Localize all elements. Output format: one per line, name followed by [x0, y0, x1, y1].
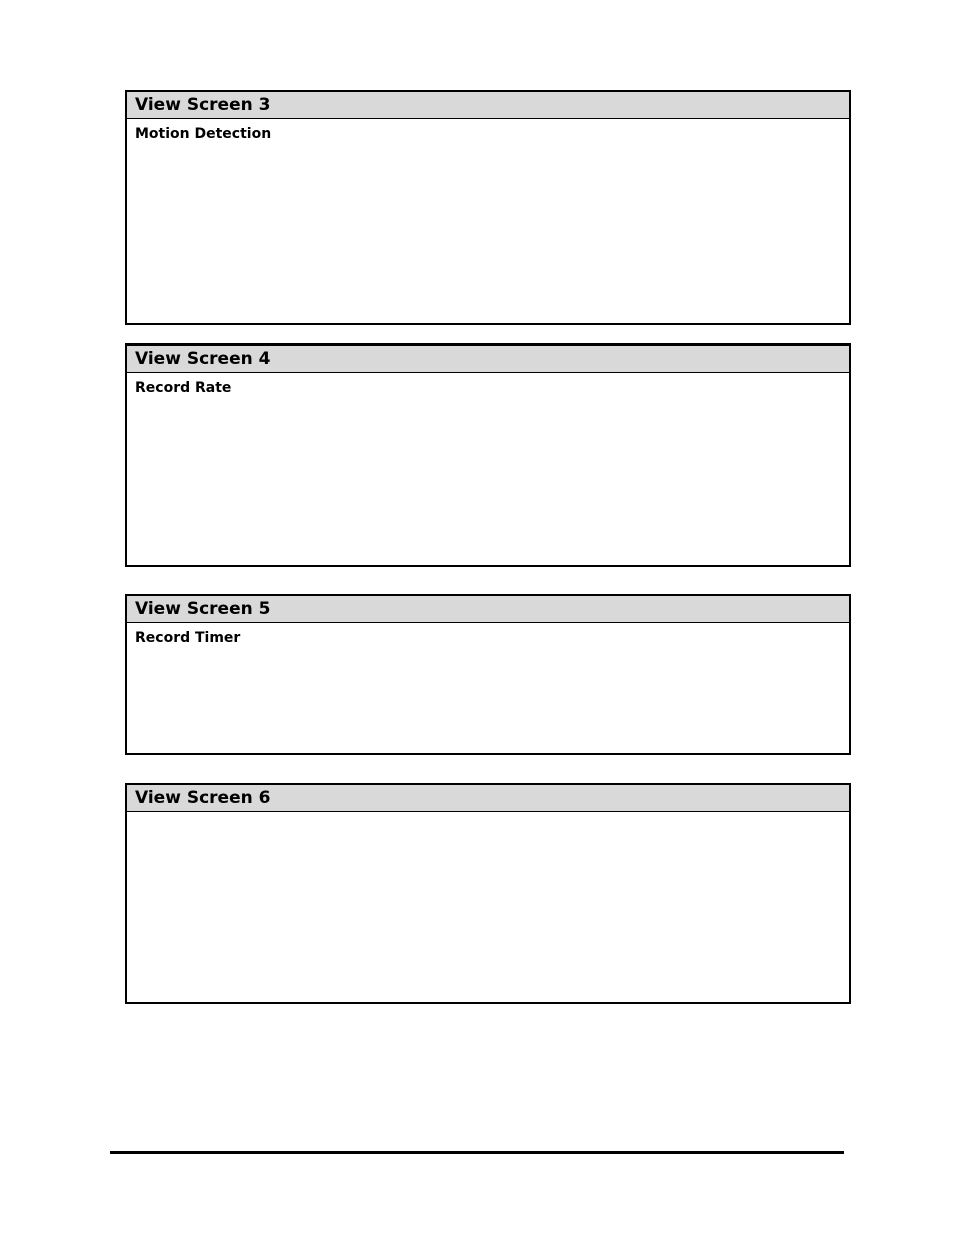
footer-divider: [110, 1151, 844, 1154]
view-screen-5-box: [125, 594, 851, 755]
view-screen-6-box: [125, 783, 851, 1004]
view-screen-5-subtitle: Record Timer: [135, 630, 241, 646]
view-screen-6-body: [127, 812, 849, 824]
view-screen-4-subtitle: Record Rate: [135, 380, 232, 396]
view-screen-4-body: [127, 373, 849, 403]
view-screen-3-body: [127, 119, 849, 149]
view-screen-3-subtitle: Motion Detection: [135, 126, 272, 142]
view-screen-5-body: [127, 623, 849, 653]
view-screen-4-box: [125, 343, 851, 567]
view-screen-3-box: [125, 90, 851, 325]
view-screen-5-title: View Screen 5: [127, 596, 849, 623]
view-screen-3-title: View Screen 3: [127, 92, 849, 119]
view-screen-6-title: View Screen 6: [127, 785, 849, 812]
view-screen-4-title: View Screen 4: [127, 346, 849, 373]
